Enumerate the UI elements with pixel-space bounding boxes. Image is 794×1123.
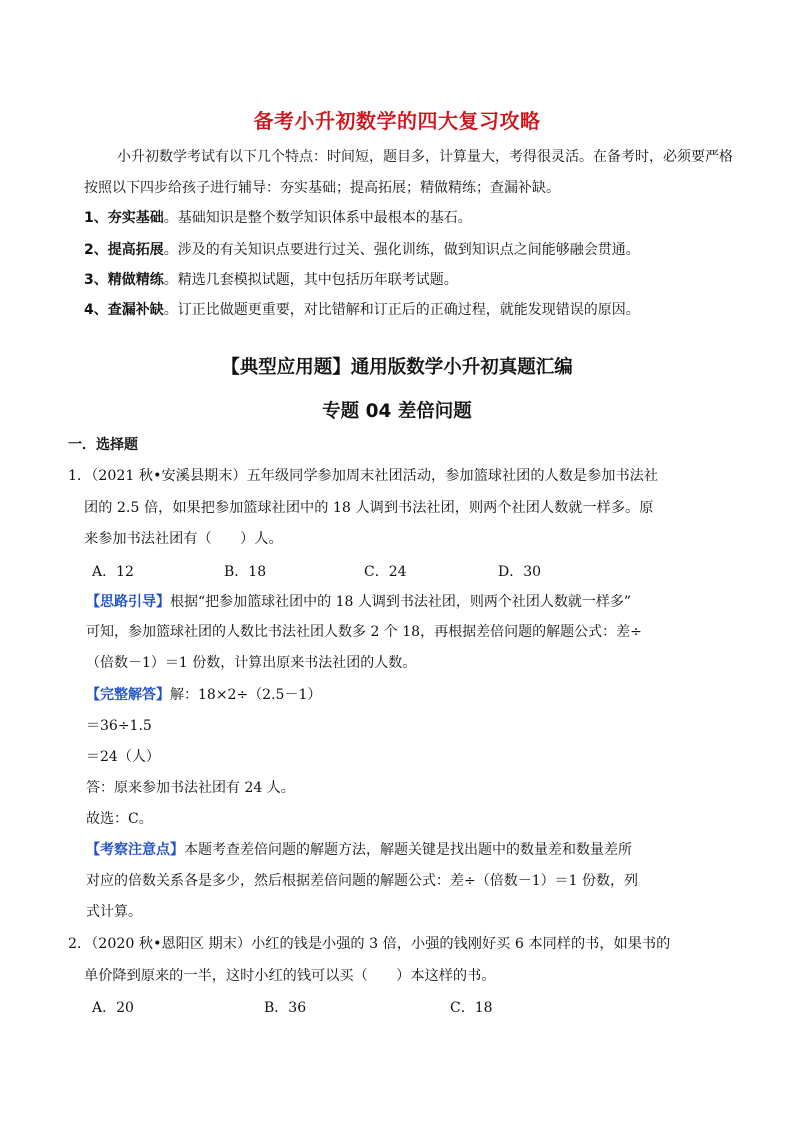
option-a: A．12 [92, 564, 134, 580]
tip-number: 3、 [84, 272, 108, 288]
option-d: D．30 [498, 564, 542, 580]
answer-text: 解：18×2÷（2.5－1） [170, 687, 322, 703]
intro-line-2: 按照以下四步给孩子进行辅导：夯实基础；提高拓展；精做精练；查漏补缺。 [84, 180, 560, 196]
guide-line-2: 可知，参加篮球社团的人数比书法社团人数多 2 个 18，再根据差倍问题的解题公式：差÷ [86, 624, 642, 640]
answer-line-1 [86, 685, 321, 705]
answer-line-5: 故选：C。 [86, 811, 153, 827]
answer-tag: 【完整解答】 [86, 687, 170, 703]
page-title: 备考小升初数学的四大复习攻略 [253, 109, 541, 133]
question-2-line-2: 单价降到原来的一半，这时小红的钱可以买（ ）本这样的书。 [84, 968, 496, 984]
note-line-1 [86, 840, 632, 860]
tip-item-4 [84, 300, 640, 320]
question-2-line-1: 2．（2020 秋•恩阳区 期末）小红的钱是小强的 3 倍，小强的钱刚好买 6 本同样的书，如果书的 [68, 936, 671, 952]
guide-line-3: （倍数－1）＝1 份数，计算出原来书法社团的人数。 [86, 655, 417, 671]
note-line-3: 式计算。 [86, 904, 142, 920]
tip-heading: 夯实基础 [107, 210, 164, 226]
option-c: C．18 [450, 1000, 493, 1016]
answer-line-2: ＝36÷1.5 [86, 718, 152, 734]
tip-item-3 [84, 270, 458, 290]
question-1-line-2: 团的 2.5 倍，如果把参加篮球社团中的 18 人调到书法社团，则两个社团人数就一样多。原 [84, 500, 654, 516]
option-a: A．20 [92, 1000, 134, 1016]
tip-heading: 查漏补缺 [107, 302, 164, 318]
intro-line-1: 小升初数学考试有以下几个特点：时间短，题目多，计算量大，考得很灵活。在备考时，必须要严格 [117, 149, 733, 165]
option-b: B．18 [224, 564, 267, 580]
answer-line-4: 答：原来参加书法社团有 24 人。 [86, 780, 295, 796]
topic-heading: 专题 04 差倍问题 [322, 401, 472, 422]
tip-heading: 提高拓展 [107, 242, 164, 258]
option-c: C．24 [364, 564, 407, 580]
note-line-2: 对应的倍数关系各是多少，然后根据差倍问题的解题公式：差÷（倍数－1）＝1 份数，列 [86, 873, 638, 889]
section-heading: 【典型应用题】通用版数学小升初真题汇编 [221, 357, 573, 378]
section-label: 一．选择题 [68, 437, 138, 453]
tip-item-2 [84, 240, 640, 260]
guide-tag: 【思路引导】 [86, 594, 170, 610]
tip-item-1 [84, 208, 472, 228]
guide-text: 根据“把参加篮球社团中的 18 人调到书法社团，则两个社团人数就一样多” [170, 594, 632, 610]
note-tag: 【考察注意点】 [86, 842, 184, 858]
note-text: 本题考查差倍问题的解题方法，解题关键是找出题中的数量差和数量差所 [184, 842, 632, 858]
option-b: B．36 [264, 1000, 307, 1016]
tip-heading: 精做精练 [107, 272, 164, 288]
guide-line-1 [86, 592, 631, 612]
question-1-line-3: 来参加书法社团有（ ）人。 [84, 531, 283, 547]
tip-text: 。订正比做题更重要，对比错解和订正后的正确过程，就能发现错误的原因。 [163, 302, 640, 318]
tip-number: 1、 [84, 210, 108, 226]
tip-number: 2、 [84, 242, 108, 258]
tip-text: 。精选几套模拟试题，其中包括历年联考试题。 [163, 272, 458, 288]
tip-text: 。基础知识是整个数学知识体系中最根本的基石。 [163, 210, 472, 226]
answer-line-3: ＝24（人） [86, 749, 160, 765]
question-1-line-1: 1．（2021 秋•安溪县期末）五年级同学参加周末社团活动，参加篮球社团的人数是参加书法社 [68, 468, 659, 484]
tip-text: 。涉及的有关知识点要进行过关、强化训练，做到知识点之间能够融会贯通。 [163, 242, 640, 258]
tip-number: 4、 [84, 302, 108, 318]
